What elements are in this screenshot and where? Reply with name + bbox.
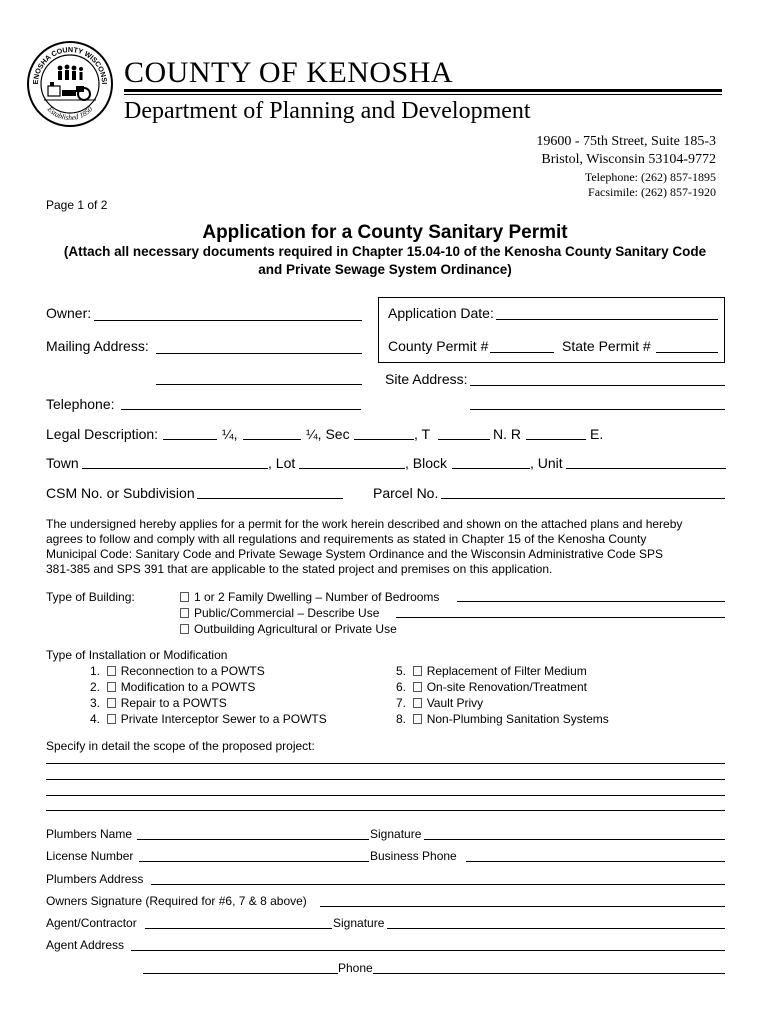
mailing-address-label: Mailing Address: (46, 338, 149, 354)
form-subtitle-line1: (Attach all necessary documents required in Chapter 15.04-10 of the Kenosha County Sanitary Code (63, 244, 707, 259)
statement-line-1: The undersigned hereby applies for a permit for the work herein described and shown on the attached plans and hereby (46, 517, 683, 531)
unit-label: , Unit (530, 455, 563, 471)
county-permit-label: County Permit # (388, 338, 489, 354)
address-line-2: Bristol, Wisconsin 53104-9772 (541, 152, 716, 167)
agent-contractor-label: Agent/Contractor (46, 916, 137, 930)
checkbox[interactable] (107, 666, 116, 676)
checkbox[interactable] (107, 698, 116, 708)
mailing-address-field-2[interactable] (156, 384, 362, 385)
east-label: E. (590, 426, 604, 442)
business-phone-field[interactable] (466, 861, 725, 862)
describe-use-field[interactable] (396, 617, 725, 618)
site-address-label: Site Address: (385, 371, 468, 387)
scope-line-1[interactable] (46, 763, 725, 764)
scope-line-3[interactable] (46, 795, 725, 796)
header-rule-thin (124, 94, 722, 95)
agent-address-label: Agent Address (46, 938, 125, 952)
statement-line-2: agrees to follow and comply with all regulations and requirements as stated in Chapter 15 of the Kenosha County (46, 532, 647, 546)
range-label: N. R (493, 426, 521, 442)
state-permit-label: State Permit # (562, 338, 651, 354)
checkbox[interactable] (180, 608, 189, 618)
plumber-signature-field[interactable] (424, 839, 725, 840)
checkbox[interactable] (180, 624, 189, 634)
business-phone-label: Business Phone (370, 849, 457, 863)
town-field[interactable] (82, 468, 268, 469)
legal-description-label: Legal Description: (46, 426, 159, 442)
csm-field[interactable] (197, 498, 343, 499)
building-option-2[interactable]: Public/Commercial – Describe Use (180, 606, 379, 620)
township-field[interactable] (438, 439, 490, 440)
installation-option-7[interactable]: 7. Vault Privy (396, 696, 484, 710)
scope-line-4[interactable] (46, 810, 725, 811)
quarter-sec-label: ¼, Sec (306, 426, 350, 442)
building-type-label: Type of Building: (46, 590, 135, 604)
address-line-1: 19600 - 75th Street, Suite 185-3 (536, 134, 716, 149)
checkbox[interactable] (107, 682, 116, 692)
telephone-label: Telephone: (46, 396, 115, 412)
state-permit-field[interactable] (656, 352, 718, 353)
telephone-field[interactable] (121, 409, 361, 410)
statement-line-4: 381-385 and SPS 391 that are applicable to the stated project and premises on this application. (46, 562, 553, 576)
unit-field[interactable] (566, 468, 726, 469)
plumbers-name-field[interactable] (137, 839, 369, 840)
license-number-label: License Number (46, 849, 134, 863)
seal-ring-text-top: ENOSHA COUNTY WISCONSI (30, 44, 110, 85)
application-date-label: Application Date: (388, 305, 494, 321)
phone-label: Phone (338, 961, 373, 975)
building-option-1[interactable]: 1 or 2 Family Dwelling – Number of Bedrooms (180, 590, 439, 604)
section-field[interactable] (354, 439, 414, 440)
parcel-label: Parcel No. (373, 485, 439, 501)
statement-line-3: Municipal Code: Sanitary Code and Private Sewage System Ordinance and the Wisconsin Administrative Code SPS (46, 547, 663, 561)
plumber-signature-label: Signature (370, 827, 422, 841)
seal-ring-text-bottom: Established 1850 (45, 104, 95, 123)
installation-option-3[interactable]: 3. Repair to a POWTS (90, 696, 227, 710)
checkbox[interactable] (180, 592, 189, 602)
county-name: COUNTY OF KENOSHA (124, 56, 454, 89)
mailing-address-field[interactable] (156, 353, 362, 354)
installation-option-2[interactable]: 2. Modification to a POWTS (90, 680, 256, 694)
lot-field[interactable] (299, 468, 405, 469)
scope-line-2[interactable] (46, 779, 725, 780)
site-address-field-2[interactable] (470, 409, 725, 410)
agent-signature-field[interactable] (387, 928, 725, 929)
installation-type-label: Type of Installation or Modification (46, 648, 228, 662)
owner-label: Owner: (46, 305, 92, 321)
form-subtitle-line2: and Private Sewage System Ordinance) (258, 262, 512, 277)
checkbox[interactable] (413, 714, 422, 724)
building-option-3[interactable]: Outbuilding Agricultural or Private Use (180, 622, 397, 636)
range-field[interactable] (526, 439, 586, 440)
scope-label: Specify in detail the scope of the proposed project: (46, 739, 315, 753)
facsimile-line: Facsimile: (262) 857-1920 (588, 185, 716, 199)
checkbox[interactable] (413, 698, 422, 708)
agent-contractor-field[interactable] (145, 928, 332, 929)
county-permit-field[interactable] (490, 352, 554, 353)
checkbox[interactable] (107, 714, 116, 724)
phone-field[interactable] (373, 973, 725, 974)
license-number-field[interactable] (139, 861, 369, 862)
csm-label: CSM No. or Subdivision (46, 485, 195, 501)
installation-option-8[interactable]: 8. Non-Plumbing Sanitation Systems (396, 712, 609, 726)
owner-field[interactable] (94, 320, 362, 321)
owners-signature-label: Owners Signature (Required for #6, 7 & 8 above) (46, 894, 307, 908)
telephone-line: Telephone: (262) 857-1895 (584, 170, 716, 184)
checkbox[interactable] (413, 666, 422, 676)
plumbers-address-label: Plumbers Address (46, 872, 144, 886)
lot-label: , Lot (268, 455, 296, 471)
quarter-quarter-field[interactable] (163, 439, 217, 440)
installation-option-4[interactable]: 4. Private Interceptor Sewer to a POWTS (90, 712, 327, 726)
installation-option-6[interactable]: 6. On-site Renovation/Treatment (396, 680, 587, 694)
department-name: Department of Planning and Development (124, 98, 531, 124)
form-title: Application for a County Sanitary Permit (202, 222, 568, 243)
installation-option-1[interactable]: 1. Reconnection to a POWTS (90, 664, 265, 678)
bedrooms-field[interactable] (457, 601, 725, 602)
agent-address-field[interactable] (131, 950, 725, 951)
parcel-field[interactable] (441, 498, 725, 499)
plumbers-address-field[interactable] (151, 884, 725, 885)
county-seal (26, 40, 114, 128)
quarter-label-1: ¼, (222, 426, 238, 442)
agent-signature-label: Signature (333, 916, 385, 930)
owners-signature-field[interactable] (320, 906, 725, 907)
block-label: , Block (405, 455, 448, 471)
application-date-field[interactable] (496, 319, 718, 320)
header-rule-thick (124, 89, 722, 92)
page-number: Page 1 of 2 (46, 198, 108, 212)
block-field[interactable] (452, 468, 530, 469)
town-label: Town (46, 455, 79, 471)
installation-option-5[interactable]: 5. Replacement of Filter Medium (396, 664, 587, 678)
township-label: , T (414, 426, 431, 442)
quarter-field[interactable] (243, 439, 301, 440)
site-address-field[interactable] (470, 385, 725, 386)
checkbox[interactable] (413, 682, 422, 692)
agent-address-field-2[interactable] (143, 973, 338, 974)
plumbers-name-label: Plumbers Name (46, 827, 133, 841)
